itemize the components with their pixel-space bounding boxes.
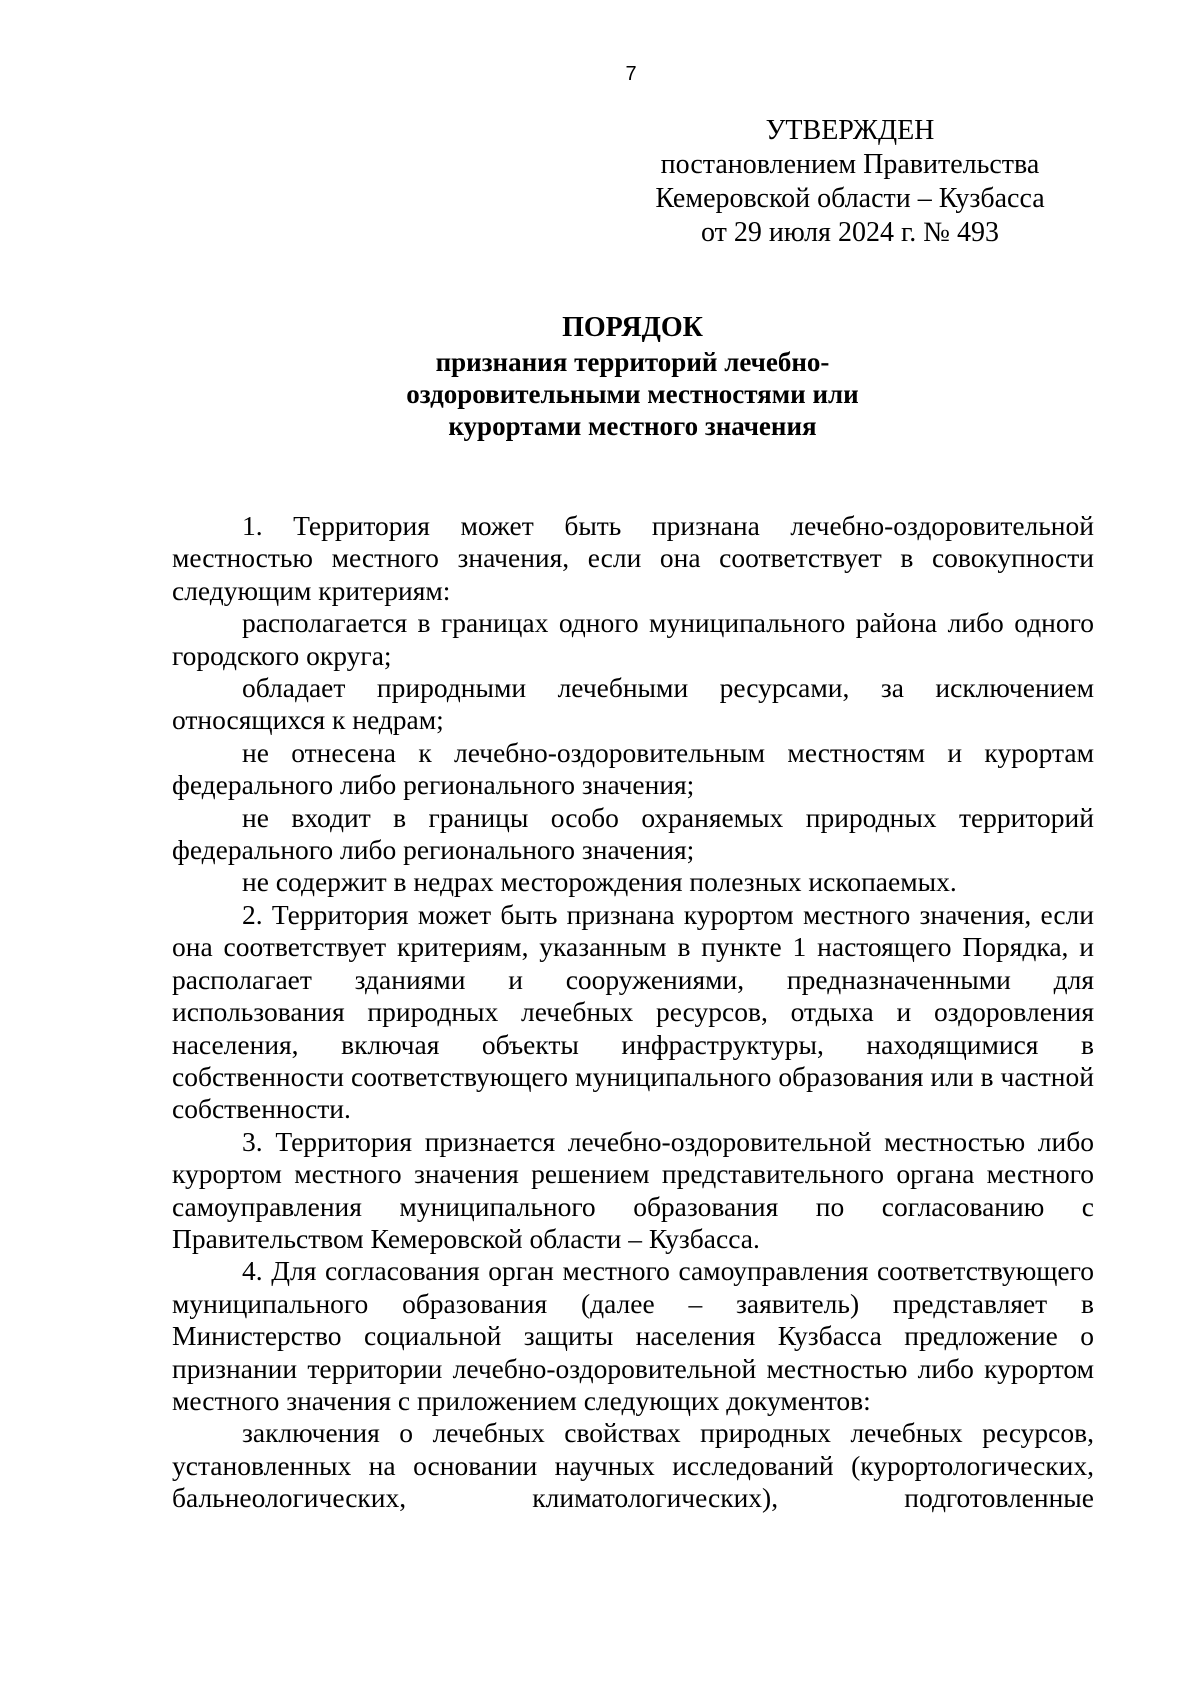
criterion-2: обладает природными лечебными ресурсами, за исключением относящихся к недрам; xyxy=(172,672,1094,736)
approval-line-region: Кемеровской области – Кузбасса xyxy=(655,183,1045,214)
paragraph-4: 4. Для согласования орган местного самоуправления соответствующего муниципального образования (далее – заявитель) представляет в Министерство социальной защиты населения Кузбасса предложение о признании территории лечебно-оздоровительной местностью либо курортом местного значения с приложением следующих документов: xyxy=(172,1255,1094,1416)
document-item-1: заключения о лечебных свойствах природных лечебных ресурсов, установленных на основании научных исследований (курортологических, бальнеологических, климатологических), подготовленные xyxy=(172,1417,1094,1514)
paragraph-2: 2. Территория может быть признана курортом местного значения, если она соответствует критериям, указанным в пункте 1 настоящего Порядка, и располагает зданиями и сооружениями, предназначенными для использования природных лечебных ресурсов, отдыха и оздоровления населения, включая объекты инфраструктуры, находящимися в собственности соответствующего муниципального образования или в частной собственности. xyxy=(172,898,1094,1125)
approval-line-resolution: постановлением Правительства xyxy=(660,149,1040,180)
criterion-5: не содержит в недрах месторождения полезных ископаемых. xyxy=(242,866,957,898)
criterion-1: располагается в границах одного муниципального района либо одного городского округа; xyxy=(172,607,1094,671)
approval-line-approved: УТВЕРЖДЕН xyxy=(765,115,935,146)
document-body xyxy=(172,510,1094,1515)
paragraph-1: 1. Территория может быть признана лечебно-оздоровительной местностью местного значения, если она соответствует в совокупности следующим критериям: xyxy=(172,510,1094,606)
criterion-3: не отнесена к лечебно-оздоровительным местностям и курортам федерального либо регионального значения; xyxy=(172,736,1094,801)
criterion-4: не входит в границы особо охраняемых природных территорий федерального либо регионального значения; xyxy=(172,801,1094,866)
title-subtitle-line-2: оздоровительными местностями или xyxy=(406,379,859,409)
document-title xyxy=(170,310,1095,442)
paragraph-3: 3. Территория признается лечебно-оздоровительной местностью либо курортом местного значения решением представительного органа местного самоуправления муниципального образования по согласованию с Правительством Кемеровской области – Кузбасса. xyxy=(172,1125,1094,1254)
page-number: 7 xyxy=(625,63,637,85)
title-subtitle-line-1: признания территорий лечебно- xyxy=(435,347,830,377)
approval-stamp xyxy=(605,114,1095,250)
title-subtitle-line-3: курортами местного значения xyxy=(448,411,817,441)
approval-line-date: от 29 июля 2024 г. № 493 xyxy=(701,217,999,248)
title-main: ПОРЯДОК xyxy=(562,312,703,343)
